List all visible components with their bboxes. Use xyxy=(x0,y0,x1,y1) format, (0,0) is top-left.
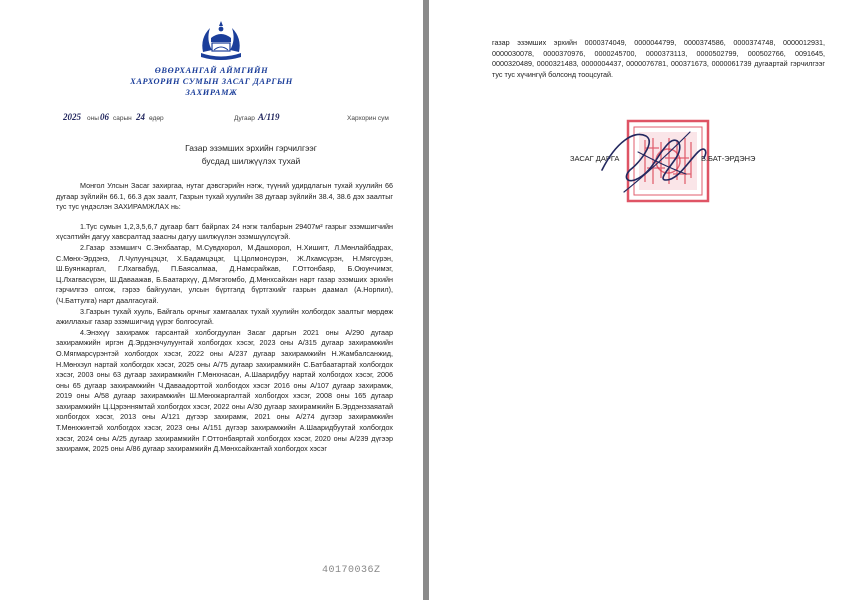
decree-body xyxy=(56,181,393,455)
document-page-right xyxy=(429,0,851,600)
header-decree: ЗАХИРАМЖ xyxy=(185,88,238,97)
date-day-suffix: өдөр xyxy=(149,115,164,122)
date-month-suffix: сарын xyxy=(113,115,132,122)
item-4-continuation: газар эзэмших эрхийн 0000374049, 0000044799, 0000374586, 0000374748, 0000012931, 0000030078, 0000370976, 0000245700, 0000373113, 0000502799, 000502766, 0091645, 0000320489, 0000321483, 0000004437, 0000076781, 000371673, 0000061739 дугаартай гэрчилгээг тус тус хүчингүй болсонд тооцсугай. xyxy=(492,38,825,79)
date-year-suffix: оны xyxy=(87,115,99,122)
item-4-paragraph: 4.Энэхүү захирамж гарсантай холбогдуулан Засаг даргын 2021 оны А/290 дугаар захирамжийн иргэн Д.Эрдэнэчулуунтай холбогдох хэсэг, 2023 оны А/315 дугаар захирамжийн О.Мягмарсүрэнтэй холбогдох хэсэг, 2022 оны А/237 дугаар захирамжийн Н.Жамбалсанжид, Н.Мөнхзул нартай холбогдох хэсэг, 2025 оны А/75 дугаар захирамжийн С.Батбаатартай холбогдох хэсэг, 2003 оны 63 дугаар захирамжийн Г.Мөнхнасан, А.Шааридбуу нартай холбогдох хэсэг, 2006 оны 65 дугаар захирамжийн Ч.Даваадорттой холбогдох хэсэг 2016 оны А/107 дугаар захирамж, 2019 оны А/58 дугаар захирамжийн Ш.Мөнхжаргалтай холбогдох хэсэг, 2008 оны 165 дугаар захирамжийн Ц.Цэрэннямтай холбогдох хэсэг, 2022 оны А/30 дугаар захирамжийн Б.Эрдэнэзаяатай холбогдох хэсэг, 2013 оны А/121 дүгээр захирамж, 2021 оны А/274 дүгээр захирамжийн Т.Мөнхжинтэй холбогдох хэсэг, 2023 оны А/151 дүгээр захирамжийн А.Шааридбуутай холбогдох хэсэг, 2024 оны А/25 дугаар захирамжийн Г.Оттонбаяртай холбогдох хэсэг, 2020 оны А/239 дүгээр захирамж, 2025 оны А/86 дугаар захирамжийн Д.Мөнхсайхантай холбогдох хэсэг xyxy=(56,327,393,454)
document-page-left xyxy=(0,0,423,600)
place-name: Хархорин сум xyxy=(347,115,389,122)
date-year: 2025 xyxy=(63,112,81,122)
handwritten-signature-icon xyxy=(594,122,719,200)
document-serial-number: 40170036Z xyxy=(322,565,381,576)
subject-line-2: бусдад шилжүүлэх тухай xyxy=(201,156,301,166)
decree-number: А/119 xyxy=(258,112,280,122)
signer-title: ЗАСАГ ДАРГА xyxy=(570,154,620,163)
item-2-paragraph: 2.Газар эзэмшигч С.Энхбаатар, М.Сувдхорол, М.Дашхорол, Н.Хишигт, Л.Мөнлайбадрах, С.Мөнх-Эрдэнэ, Л.Чулуунцэцэг, Х.Бадамцэцэг, Ц.Цолмонсүрэн, Ж.Лхамсүрэн, Н.Мягсүрэн, Ш.Буянжаргал, Г.Лхагвабуд, П.Баясалмаа, Д.Намсрайжав, Г.Оттонбаяр, Б.Оюунчимэг, Ц.Лхагвасүрэн, Ш.Даваажав, Б.Баатархүү, Д.Мягэгомбо, Д.Мөнхсайхан нарт газар эзэмших эрхийн гэрчилгээ олгож, гэрээ байгуулан, улсын бүртгэлд бүртгэхийг газрын даамал (А.Норпил), (Ч.Баттулга) нарт даалгасугай. xyxy=(56,242,393,305)
decree-subject xyxy=(131,142,371,168)
number-label: Дугаар xyxy=(234,115,255,122)
date-month: 06 xyxy=(100,112,109,122)
header-sum-governor: ХАРХОРИН СУМЫН ЗАСАГ ДАРГЫН xyxy=(130,77,293,86)
header-aimag: ӨВӨРХАНГАЙ АЙМГИЙН xyxy=(154,66,269,75)
item-3-paragraph: 3.Газрын тухай хууль, Байгаль орчныг хамгаалах тухай хуулийн холбогдох заалтыг мөрдөж ажиллахыг газар эзэмшигчид үүрэг болгосугай. xyxy=(56,306,393,327)
item-1-paragraph: 1.Тус сумын 1,2,3,5,6,7 дугаар багт байрлах 24 нэгж талбарын 29407м² газрыг эзэмшигчийн хүсэлтийн дагуу хавсралтад заасны дагуу шилжүүлэн эзэмшүүлсүгэй. xyxy=(56,221,393,242)
date-day: 24 xyxy=(136,112,145,122)
date-row xyxy=(0,114,423,126)
subject-line-1: Газар эзэмших эрхийн гэрчилгээг xyxy=(185,143,317,153)
signer-name: Б.БАТ-ЭРДЭНЭ xyxy=(701,154,756,163)
preamble-paragraph: Монгол Улсын Засаг захиргаа, нутаг дэвсгэрийн нэгж, түүний удирдлагын тухай хуулийн 66 дугаар зүйлийн 66.1, 66.3 дэх заалт, Газрын тухай хуулийн 38 дугаар зүйлийн 38.4, 38.6 дэх заалтыг тус тус үндэслэн ЗАХИРАМЖЛАХ нь: xyxy=(56,181,393,212)
mongolia-emblem-icon xyxy=(197,20,245,62)
